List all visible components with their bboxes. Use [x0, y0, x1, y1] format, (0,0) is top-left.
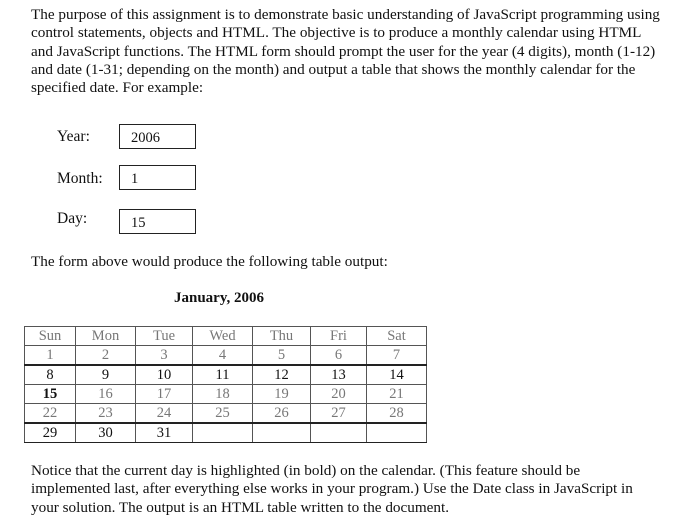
day-cell: 25: [193, 404, 253, 424]
calendar-week-row: [25, 385, 427, 404]
header-cell: Tue: [136, 327, 193, 346]
day-cell: 26: [253, 404, 311, 424]
day-cell: 24: [136, 404, 193, 424]
day-cell: 29: [25, 423, 76, 443]
day-cell: 3: [136, 346, 193, 366]
day-cell: 4: [193, 346, 253, 366]
day-cell: 30: [76, 423, 136, 443]
day-cell: 9: [76, 365, 136, 385]
day-cell: 22: [25, 404, 76, 424]
day-cell: [367, 423, 427, 443]
day-cell: 18: [193, 385, 253, 404]
day-cell: 27: [311, 404, 367, 424]
day-cell: 28: [367, 404, 427, 424]
day-cell: 6: [311, 346, 367, 366]
day-cell: 16: [76, 385, 136, 404]
day-value: 15: [131, 215, 146, 231]
day-cell: 11: [193, 365, 253, 385]
day-cell: [253, 423, 311, 443]
day-field: [119, 209, 196, 234]
header-cell: Sun: [25, 327, 76, 346]
calendar-week-row: [25, 346, 427, 366]
day-cell-today: 15: [25, 385, 76, 404]
calendar-week-row: [25, 423, 427, 443]
year-label: Year:: [57, 128, 90, 145]
year-value: 2006: [131, 130, 160, 146]
day-cell: 1: [25, 346, 76, 366]
header-cell: Thu: [253, 327, 311, 346]
calendar-header-row: [25, 327, 427, 346]
notice-paragraph: Notice that the current day is highlighted (in bold) on the calendar. (This feature should be implemented last, after everything else works in your program.) Use the Date class in JavaScript in your solution. The output is an HTML table written to the document.: [31, 462, 633, 516]
day-cell: [311, 423, 367, 443]
header-cell: Fri: [311, 327, 367, 346]
day-cell: [193, 423, 253, 443]
month-label: Month:: [57, 170, 103, 187]
calendar-week-row: [25, 404, 427, 424]
header-cell: Wed: [193, 327, 253, 346]
day-cell: 13: [311, 365, 367, 385]
header-cell: Mon: [76, 327, 136, 346]
day-cell: 5: [253, 346, 311, 366]
month-field: [119, 165, 196, 190]
calendar-week-row: [25, 365, 427, 385]
header-cell: Sat: [367, 327, 427, 346]
day-cell: 31: [136, 423, 193, 443]
day-cell: 21: [367, 385, 427, 404]
day-cell: 20: [311, 385, 367, 404]
month-value: 1: [131, 171, 139, 187]
day-cell: 2: [76, 346, 136, 366]
day-cell: 12: [253, 365, 311, 385]
calendar-title: January, 2006: [174, 290, 265, 306]
day-cell: 17: [136, 385, 193, 404]
day-cell: 10: [136, 365, 193, 385]
day-cell: 19: [253, 385, 311, 404]
calendar-table: [24, 326, 427, 443]
day-cell: 8: [25, 365, 76, 385]
day-label: Day:: [57, 210, 88, 227]
day-cell: 23: [76, 404, 136, 424]
intro-paragraph: The purpose of this assignment is to demonstrate basic understanding of JavaScript programming using control statements, objects and HTML. The objective is to produce a monthly calendar using HTML and JavaScript functions. The HTML form should prompt the user for the year (4 digits), month (1-12) and date (1-31; depending on the month) and output a table that shows the monthly calendar for the specified date. For example:: [31, 6, 660, 97]
year-field: [119, 124, 196, 149]
table-lead-text: The form above would produce the following table output:: [31, 253, 388, 270]
day-cell: 7: [367, 346, 427, 366]
day-cell: 14: [367, 365, 427, 385]
